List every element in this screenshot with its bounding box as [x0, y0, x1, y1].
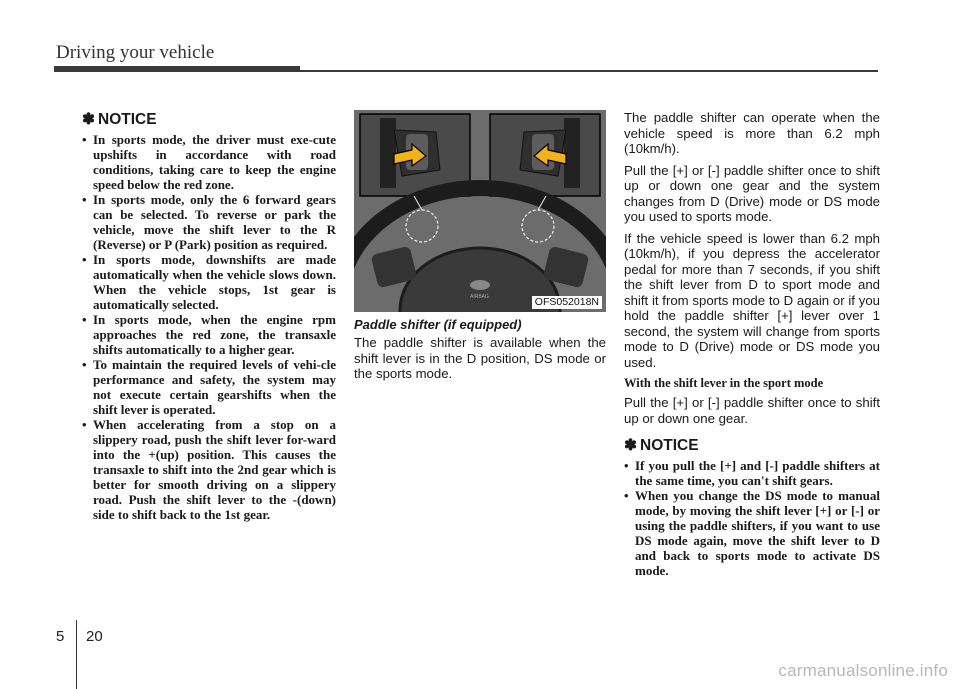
header-rule-thin: [300, 70, 878, 72]
header-rule-thick: [54, 66, 300, 72]
notice-heading: [624, 436, 880, 455]
paragraph: Pull the [+] or [-] paddle shifter once to shift up or down one gear and the system changes from D (Drive) mode or DS mode you used to sports mode.: [624, 162, 880, 224]
watermark: carmanualsonline.info: [778, 661, 948, 680]
page-header-title: Driving your vehicle: [56, 42, 215, 63]
list-item: • When accelerating from a stop on a slippery road, push the shift lever for-ward into the +(up) position. This causes the transaxle to shift into the 2nd gear which is better for smooth driving on a slippery road. Push the shift lever to the -(down) side to shift back to the 1st gear.: [82, 417, 336, 522]
figure-code: OFS052018N: [532, 296, 602, 309]
list-item: • In sports mode, only the 6 forward gears can be selected. To reverse or park the vehicle, move the shift lever to the R (Reverse) or P (Park) position as required.: [82, 192, 336, 252]
airbag-label: AIRBAG: [470, 294, 489, 300]
paragraph: The paddle shifter can operate when the vehicle speed is more than 6.2 mph (10km/h).: [624, 110, 880, 156]
subheading: With the shift lever in the sport mode: [624, 376, 824, 390]
paragraph: Pull the [+] or [-] paddle shifter once to shift up or down one gear.: [624, 395, 880, 426]
list-item: • In sports mode, the driver must exe-cute upshifts in accordance with road conditions, taking care to keep the engine speed below the red zone.: [82, 132, 336, 192]
notice-title: NOTICE: [98, 111, 157, 128]
figure-caption: Paddle shifter (if equipped): [354, 317, 522, 332]
emblem-icon: [470, 280, 490, 290]
notice-list: [82, 132, 336, 522]
paragraph: The paddle shifter is available when the shift lever is in the D position, DS mode or the sports mode.: [354, 335, 606, 381]
column-1: [82, 110, 336, 522]
notice-heading: [82, 110, 336, 129]
footer-divider: [76, 620, 77, 689]
list-item: • In sports mode, when the engine rpm approaches the red zone, the transaxle shifts automatically to a higher gear.: [82, 312, 336, 357]
list-item: • To maintain the required levels of vehi-cle performance and safety, the system may not execute certain gearshifts when the shift lever is operated.: [82, 357, 336, 417]
page-number: 20: [86, 628, 103, 645]
list-item: • When you change the DS mode to manual mode, by moving the shift lever [+] or [-] or using the paddle shifters, if you want to use DS mode again, move the shift lever to D and back to sports mode to activate DS mode.: [624, 488, 880, 578]
paragraph: If the vehicle speed is lower than 6.2 mph (10km/h), if you depress the accelerator pedal for more than 7 seconds, if you shift the shift lever from D to sport mode and shift it from sports mode to D again or if you hold the paddle shifter [+] lever over 1 second, the system will change from sports mode to D (Drive) mode or DS mode you used.: [624, 230, 880, 370]
chapter-number: 5: [56, 628, 65, 645]
notice-title: NOTICE: [640, 437, 699, 454]
list-item: • If you pull the [+] and [-] paddle shifters at the same time, you can't shift gears.: [624, 458, 880, 488]
paddle-shifter-figure: [354, 110, 606, 312]
column-3: [624, 110, 880, 578]
list-item: • In sports mode, downshifts are made automatically when the vehicle slows down. When the vehicle stops, 1st gear is automatically selected.: [82, 252, 336, 312]
notice-star-icon: ✽: [624, 437, 637, 454]
steering-wheel-illustration: [354, 110, 606, 312]
column-2: [354, 110, 606, 388]
notice-list: [624, 458, 880, 578]
notice-star-icon: ✽: [82, 111, 95, 128]
